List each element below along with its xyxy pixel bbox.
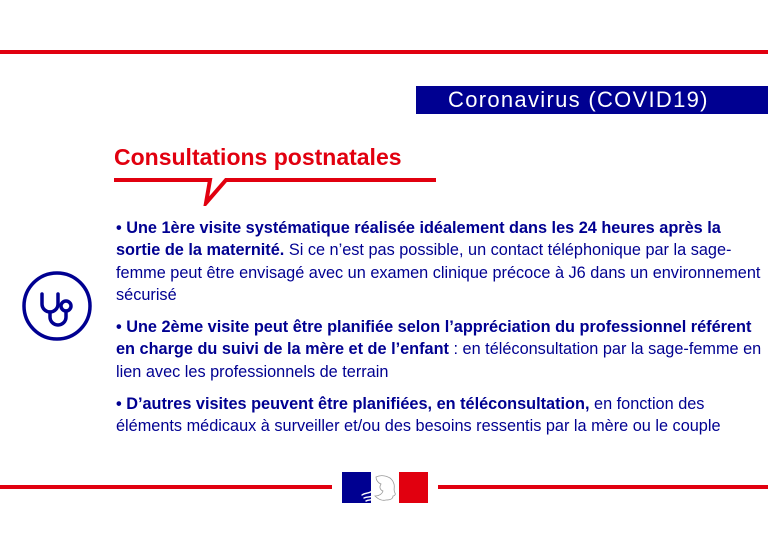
item-text: en fonction des éléments médicaux à surveiller et/ou des besoins ressentis par la mère ou le couple <box>116 395 721 436</box>
top-divider <box>0 50 768 54</box>
marianne-logo <box>342 472 428 503</box>
item-emphasis: • Une 1ère visite systématique réalisée idéalement dans les 24 heures après la sortie de la maternité. <box>116 219 721 260</box>
stethoscope-icon <box>21 270 93 342</box>
topic-banner <box>416 86 768 114</box>
item-text: : en téléconsultation par la sage-femme en lien avec les professionnels de terrain <box>116 340 762 381</box>
item-text: Si ce n’est pas possible, un contact téléphonique par la sage-femme peut être envisagé avec un examen clinique précoce à J6 dans un environnement sécurisé <box>116 241 761 304</box>
item-emphasis: • Une 2ème visite peut être planifiée selon l’appréciation du professionnel référent en charge du suivi de la mère et de l’enfant <box>116 318 752 359</box>
item-emphasis: • D’autres visites peuvent être planifiées, en téléconsultation, <box>116 395 590 414</box>
list-item <box>116 217 768 306</box>
list-item <box>116 316 768 383</box>
bottom-divider-left <box>0 485 332 489</box>
banner-text: Coronavirus (COVID19) <box>448 87 709 112</box>
list-item <box>116 393 768 438</box>
visits-list <box>116 217 768 448</box>
bottom-divider-right <box>438 485 768 489</box>
section-title: Consultations postnatales <box>114 144 402 170</box>
speech-bubble-underline <box>114 176 438 206</box>
